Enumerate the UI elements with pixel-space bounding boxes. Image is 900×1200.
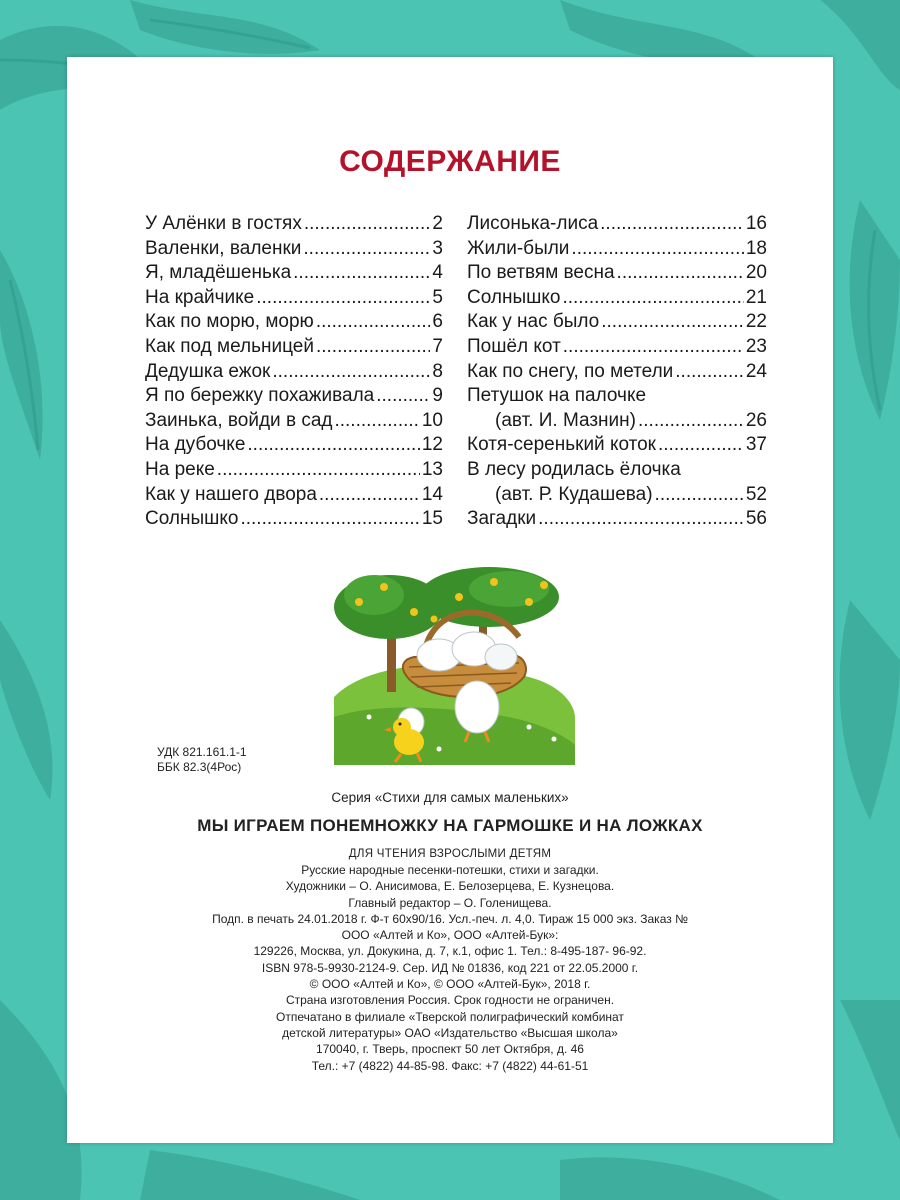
toc-item: [467, 384, 767, 409]
toc-item-label: Валенки, валенки: [145, 237, 302, 259]
toc-item-label: Солнышко: [467, 286, 561, 308]
toc-item-label: По ветвям весна: [467, 262, 615, 284]
imprint-line: 129226, Москва, ул. Докукина, д. 7, к.1, офис 1. Тел.: 8-495-187- 96-92.: [253, 944, 647, 959]
udk-code: УДК 821.161.1-1: [157, 745, 247, 759]
toc-item: [145, 237, 443, 262]
toc-item-label: Как у нашего двора: [145, 483, 317, 505]
toc-left-column: [145, 212, 443, 532]
toc-item: [145, 433, 443, 458]
toc-item: [467, 261, 767, 286]
toc-leader-dots: [601, 310, 744, 335]
toc-item-page: 13: [421, 458, 443, 480]
toc-right-column: [467, 212, 767, 532]
imprint-line: детской литературы» ОАО «Издательство «Высшая школа»: [282, 1025, 618, 1040]
toc-item: [145, 310, 443, 335]
toc-item-page: 23: [745, 335, 767, 357]
toc-item-label: Жили-были: [467, 237, 570, 259]
book-title: МЫ ИГРАЕМ ПОНЕМНОЖКУ НА ГАРМОШКЕ И НА ЛОЖКАХ: [197, 816, 703, 835]
toc-item: [145, 483, 443, 508]
toc-leader-dots: [571, 237, 743, 262]
toc-item: [145, 507, 443, 532]
basket-eggs-chick-illustration: [329, 567, 577, 765]
imprint-line: ISBN 978-5-9930-2124-9. Сер. ИД № 01836, код 221 от 22.05.2000 г.: [261, 960, 639, 975]
toc-item: [145, 409, 443, 434]
toc-leader-dots: [562, 286, 743, 311]
imprint-line: Отпечатано в филиале «Тверской полиграфический комбинат: [276, 1009, 624, 1024]
imprint-line: © ООО «Алтей и Ко», © ООО «Алтей-Бук», 2018 г.: [309, 977, 591, 992]
toc-item-label: У Алёнки в гостях: [145, 213, 302, 234]
toc-leader-dots: [217, 458, 420, 483]
imprint-line: Художники – О. Анисимова, Е. Белозерцева, Е. Кузнецова.: [285, 879, 615, 894]
toc-leader-dots: [272, 360, 430, 385]
toc-item: [145, 384, 443, 409]
toc-item-label: На крайчике: [145, 286, 255, 308]
toc-item-page: 52: [745, 483, 767, 505]
imprint-block: [67, 789, 833, 1074]
toc-item-page: 14: [421, 483, 443, 505]
toc-item: [467, 458, 767, 483]
toc-leader-dots: [658, 433, 744, 458]
toc-item-page: 56: [745, 508, 767, 530]
toc-item-label: Дедушка ежок: [145, 360, 271, 382]
toc-item-page: 21: [745, 286, 767, 308]
toc-item-page: 18: [745, 237, 767, 259]
toc-leader-dots: [240, 507, 419, 532]
toc-leader-dots: [563, 335, 744, 360]
imprint-line: Страна изготовления Россия. Срок годности не ограничен.: [285, 993, 615, 1008]
toc-item: [145, 286, 443, 311]
imprint-line: 170040, г. Тверь, проспект 50 лет Октября, д. 46: [316, 1042, 584, 1057]
toc-item: [467, 409, 767, 434]
toc-item-page: 8: [432, 360, 443, 382]
toc-item-page: 15: [421, 508, 443, 530]
bbk-code: ББК 82.3(4Рос): [157, 760, 242, 774]
imprint-line: Тел.: +7 (4822) 44-85-98. Факс: +7 (4822) 44-61-51: [311, 1058, 589, 1073]
toc-leader-dots: [675, 360, 744, 385]
for-reading-note: ДЛЯ ЧТЕНИЯ ВЗРОСЛЫМИ ДЕТЯМ: [348, 848, 552, 860]
toc-item-page: 10: [421, 409, 443, 431]
imprint-line: Главный редактор – О. Голенищева.: [348, 895, 552, 910]
book-page: [67, 57, 833, 1143]
toc-item-page: 9: [432, 385, 443, 407]
toc-leader-dots: [538, 507, 744, 532]
toc-item-label: Как под мельницей: [145, 335, 314, 357]
toc-item: [145, 261, 443, 286]
toc-leader-dots: [600, 212, 744, 237]
toc-item: [467, 335, 767, 360]
toc-item-label: Я, младёшенька: [145, 262, 292, 284]
toc-item-page: 7: [432, 335, 443, 357]
toc-item: [467, 286, 767, 311]
toc-item-page: 2: [432, 213, 443, 234]
toc-item-page: 26: [745, 409, 767, 431]
toc-item-label: Пошёл кот: [467, 335, 561, 357]
toc-item-page: 22: [745, 311, 767, 333]
toc-item: [467, 237, 767, 262]
toc-item: [467, 507, 767, 532]
toc-leader-dots: [293, 261, 430, 286]
toc-item-label: На дубочке: [145, 434, 246, 456]
page-title: СОДЕРЖАНИЕ: [339, 145, 561, 178]
toc-item-label: (авт. И. Мазнин): [495, 409, 636, 431]
toc-item-page: 4: [432, 262, 443, 284]
toc-item-page: 24: [745, 360, 767, 382]
toc-item-page: 16: [745, 213, 767, 234]
toc-leader-dots: [256, 286, 430, 311]
toc-item: [145, 335, 443, 360]
classification-codes: [157, 745, 247, 775]
toc-item: [467, 433, 767, 458]
imprint-lines: [67, 862, 833, 1074]
toc-item-label: Заинька, войди в сад: [145, 409, 333, 431]
toc-item: [145, 212, 443, 237]
series-line: Серия «Стихи для самых маленьких»: [331, 790, 569, 805]
toc-item: [467, 483, 767, 508]
toc-item: [467, 360, 767, 385]
toc-leader-dots: [334, 409, 419, 434]
toc-item-page: 12: [421, 434, 443, 456]
toc-item-label: Лисонька-лиса: [467, 213, 599, 234]
imprint-line: ООО «Алтей и Ко», ООО «Алтей-Бук»:: [341, 928, 559, 943]
toc-item-page: 3: [432, 237, 443, 259]
toc-item-label: Как по снегу, по метели: [467, 360, 674, 382]
toc-item-label: Как у нас было: [467, 311, 600, 333]
toc-item-page: 37: [745, 434, 767, 456]
toc-leader-dots: [638, 409, 744, 434]
toc-item: [145, 360, 443, 385]
imprint-line: Русские народные песенки-потешки, стихи и загадки.: [301, 863, 599, 877]
toc-item-label: Я по бережку похаживала: [145, 385, 375, 407]
toc-item: [145, 458, 443, 483]
toc-leader-dots: [655, 483, 744, 508]
toc-leader-dots: [316, 335, 430, 360]
toc-leader-dots: [304, 212, 431, 237]
toc-item-label: Загадки: [467, 508, 537, 530]
toc-leader-dots: [617, 261, 744, 286]
toc-item-label: Как по морю, морю: [145, 311, 314, 333]
toc-item: [467, 212, 767, 237]
toc-item-label: В лесу родилась ёлочка: [467, 458, 681, 480]
toc-item-label: На реке: [145, 458, 215, 480]
toc-item-page: 6: [432, 311, 443, 333]
toc-leader-dots: [319, 483, 420, 508]
toc-item-page: 20: [745, 262, 767, 284]
toc-item-page: 5: [432, 286, 443, 308]
toc-item-label: Петушок на палочке: [467, 385, 647, 407]
toc-item-label: Солнышко: [145, 508, 239, 530]
toc-leader-dots: [303, 237, 430, 262]
toc-item: [467, 310, 767, 335]
toc-leader-dots: [247, 433, 419, 458]
toc-item-label: (авт. Р. Кудашева): [495, 483, 653, 505]
imprint-line: Подп. в печать 24.01.2018 г. Ф-т 60х90/16. Усл.-печ. л. 4,0. Тираж 15 000 экз. Заказ №: [212, 911, 688, 926]
toc-item-label: Котя-серенький коток: [467, 434, 656, 456]
toc-leader-dots: [376, 384, 430, 409]
toc-leader-dots: [316, 310, 431, 335]
